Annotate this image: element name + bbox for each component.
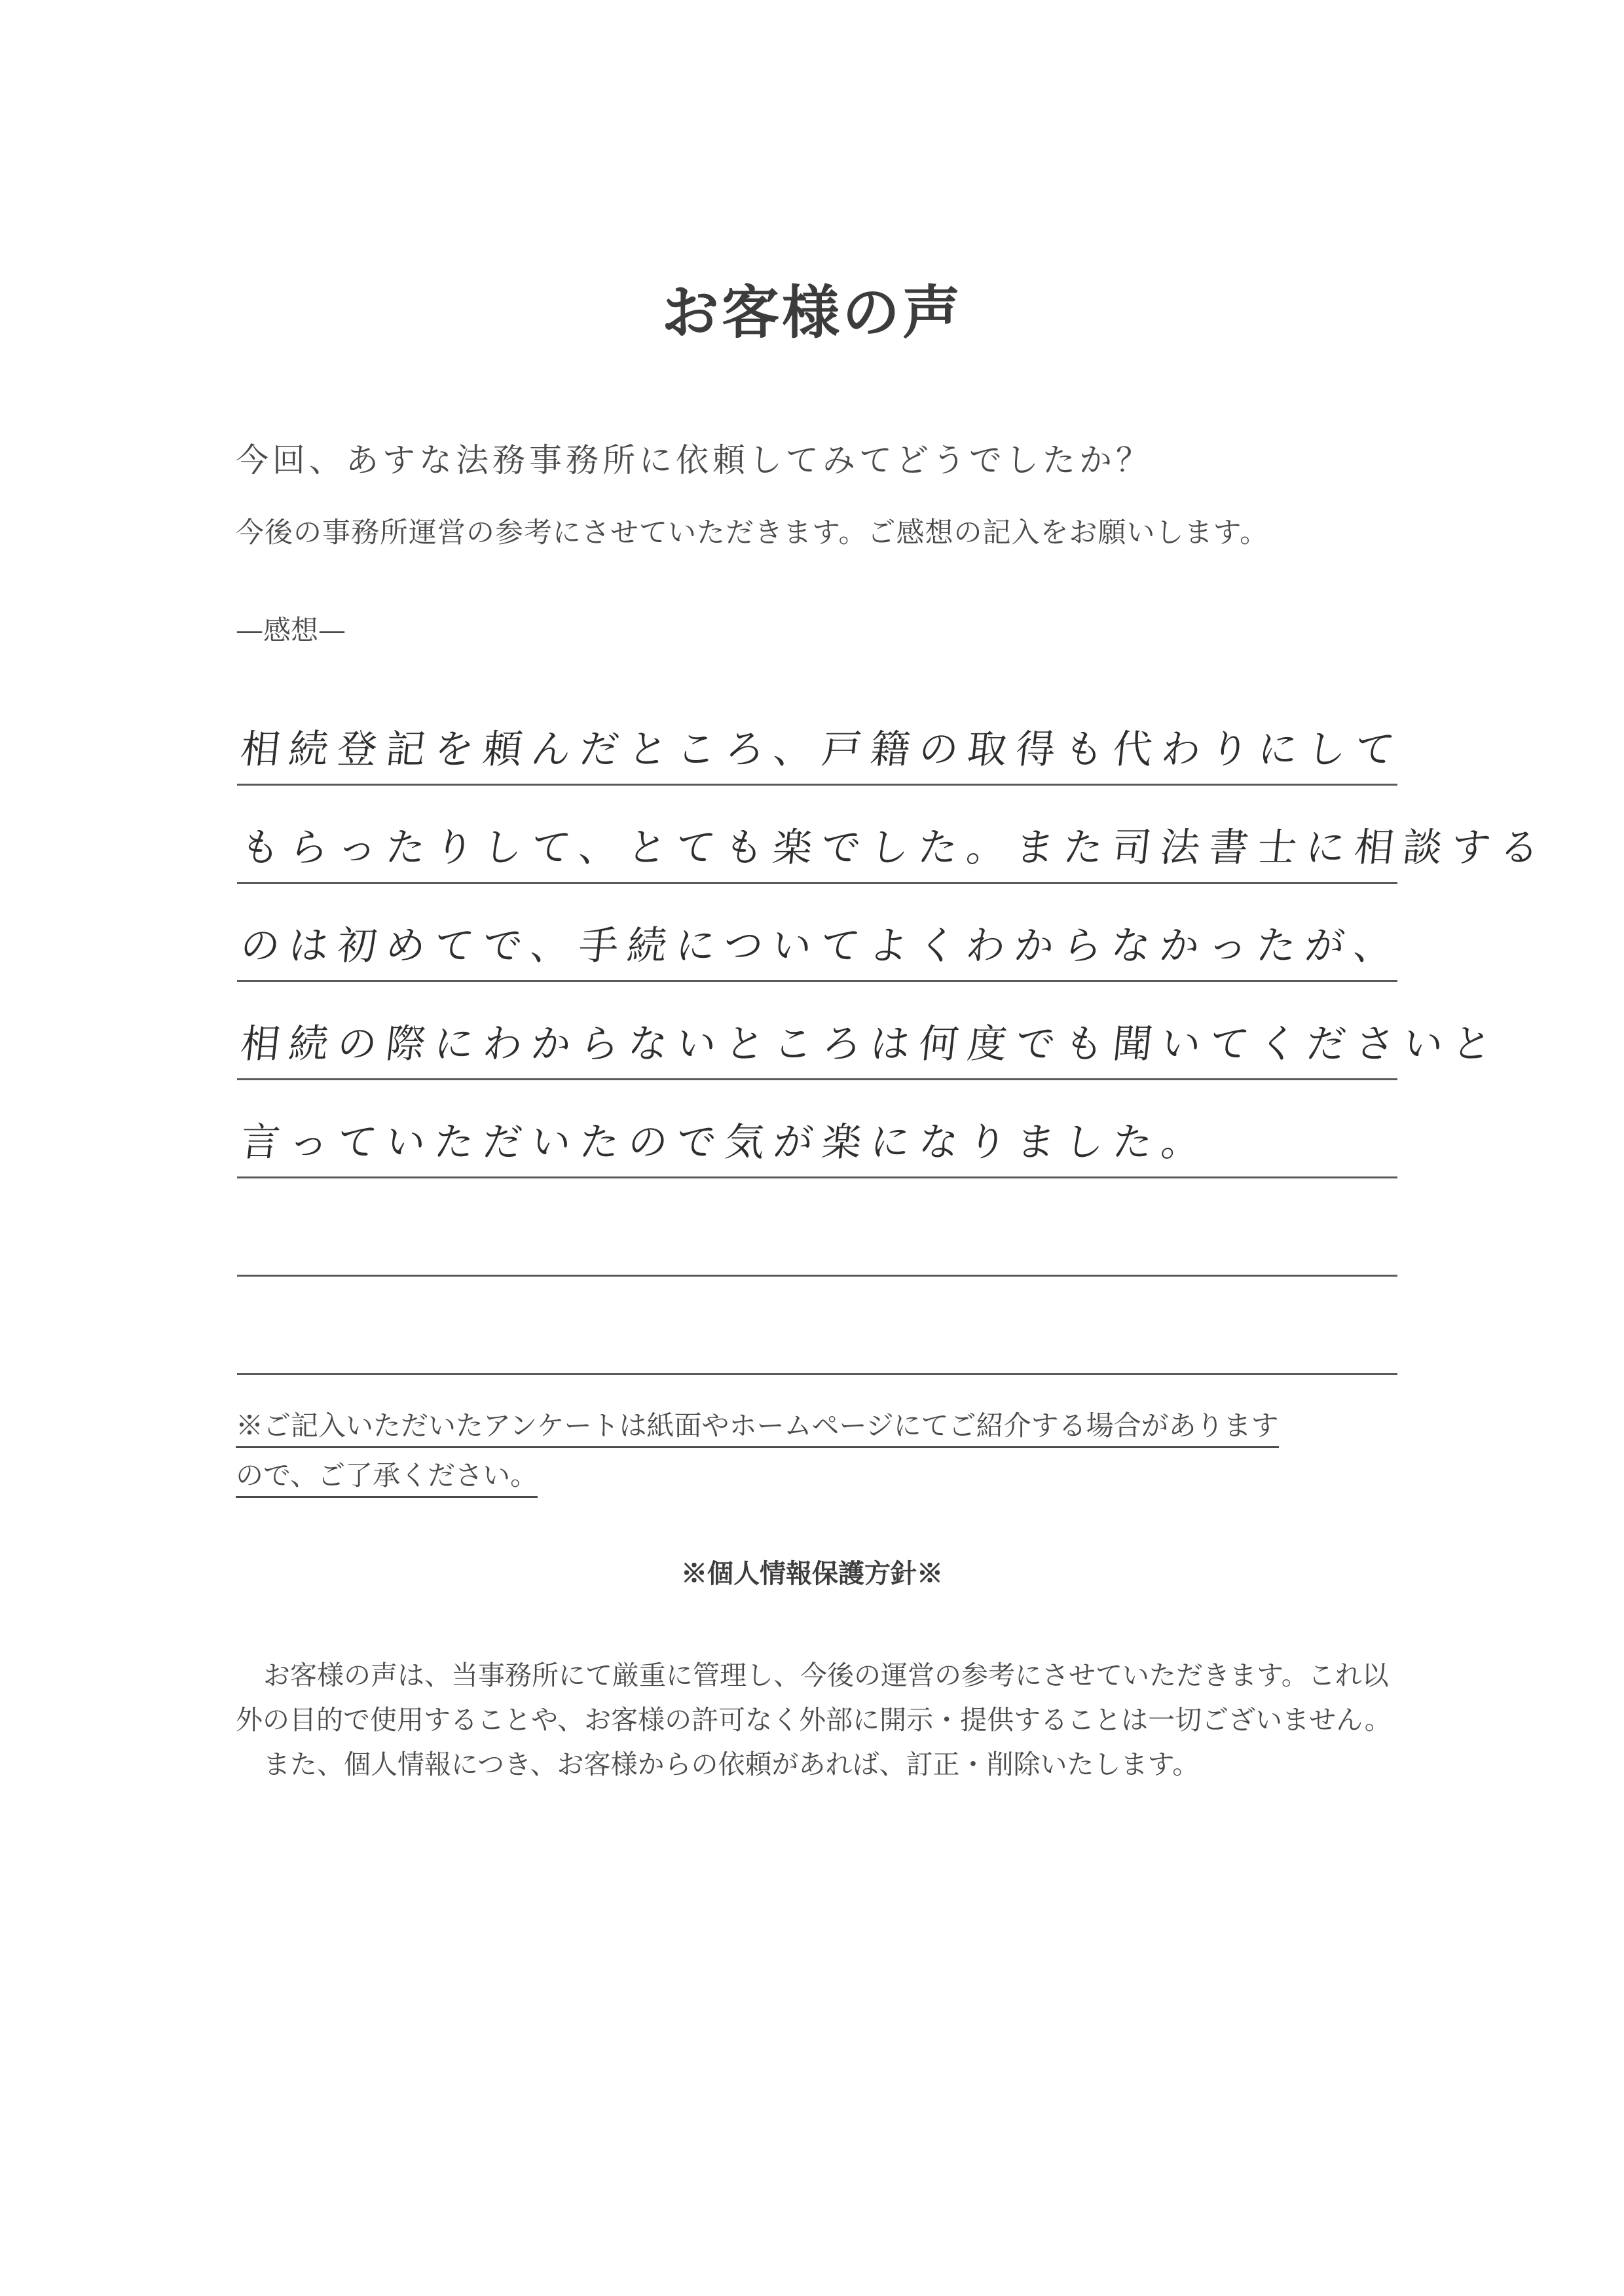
- publication-notice: [236, 1401, 1279, 1501]
- comment-line: [237, 687, 1407, 786]
- handwritten-text: 相続の際にわからないところは何度でも聞いてくださいと: [238, 1021, 1504, 1067]
- comment-line: [237, 982, 1504, 1080]
- handwritten-text: のは初めてで、手続についてよくわからなかったが、: [238, 923, 1405, 969]
- comment-line: [237, 1080, 1397, 1178]
- handwritten-text: 言っていただいたので気が楽になりました。: [238, 1120, 1213, 1165]
- handwritten-text: 相続登記を頼んだところ、戸籍の取得も代わりにして: [238, 727, 1407, 773]
- impression-label: —感想—: [236, 614, 346, 646]
- comment-line: [237, 786, 1551, 884]
- handwritten-text: もらったりして、とても楽でした。また司法書士に相談する: [238, 825, 1551, 871]
- notice-line-2: ので、ご了承ください。: [236, 1455, 538, 1498]
- handwritten-comment-area: [237, 687, 1551, 1375]
- page-title: お客様の声: [661, 278, 963, 346]
- survey-question: 今回、あすな法務事務所に依頼してみてどうでしたか？: [236, 441, 1153, 479]
- comment-line-empty: [237, 1277, 1397, 1375]
- notice-line-1: ※ご記入いただいたアンケートは紙面やホームページにてご紹介する場合があります: [236, 1406, 1279, 1448]
- privacy-policy-body: [236, 1653, 1408, 1787]
- privacy-paragraph-2: また、個人情報につき、お客様からの依頼があれば、訂正・削除いたします。: [263, 1749, 1200, 1780]
- privacy-paragraph-1: お客様の声は、当事務所にて厳重に管理し、今後の運営の参考にさせていただきます。これ以外の目的で使用することや、お客様の許可なく外部に開示・提供することは一切ございません。: [236, 1660, 1392, 1736]
- comment-line-empty: [237, 1178, 1397, 1277]
- comment-line: [237, 884, 1405, 982]
- privacy-policy-title: ※個人情報保護方針※: [681, 1558, 943, 1589]
- survey-request-text: 今後の事務所運営の参考にさせていただきます。ご感想の記入をお願いします。: [236, 517, 1269, 549]
